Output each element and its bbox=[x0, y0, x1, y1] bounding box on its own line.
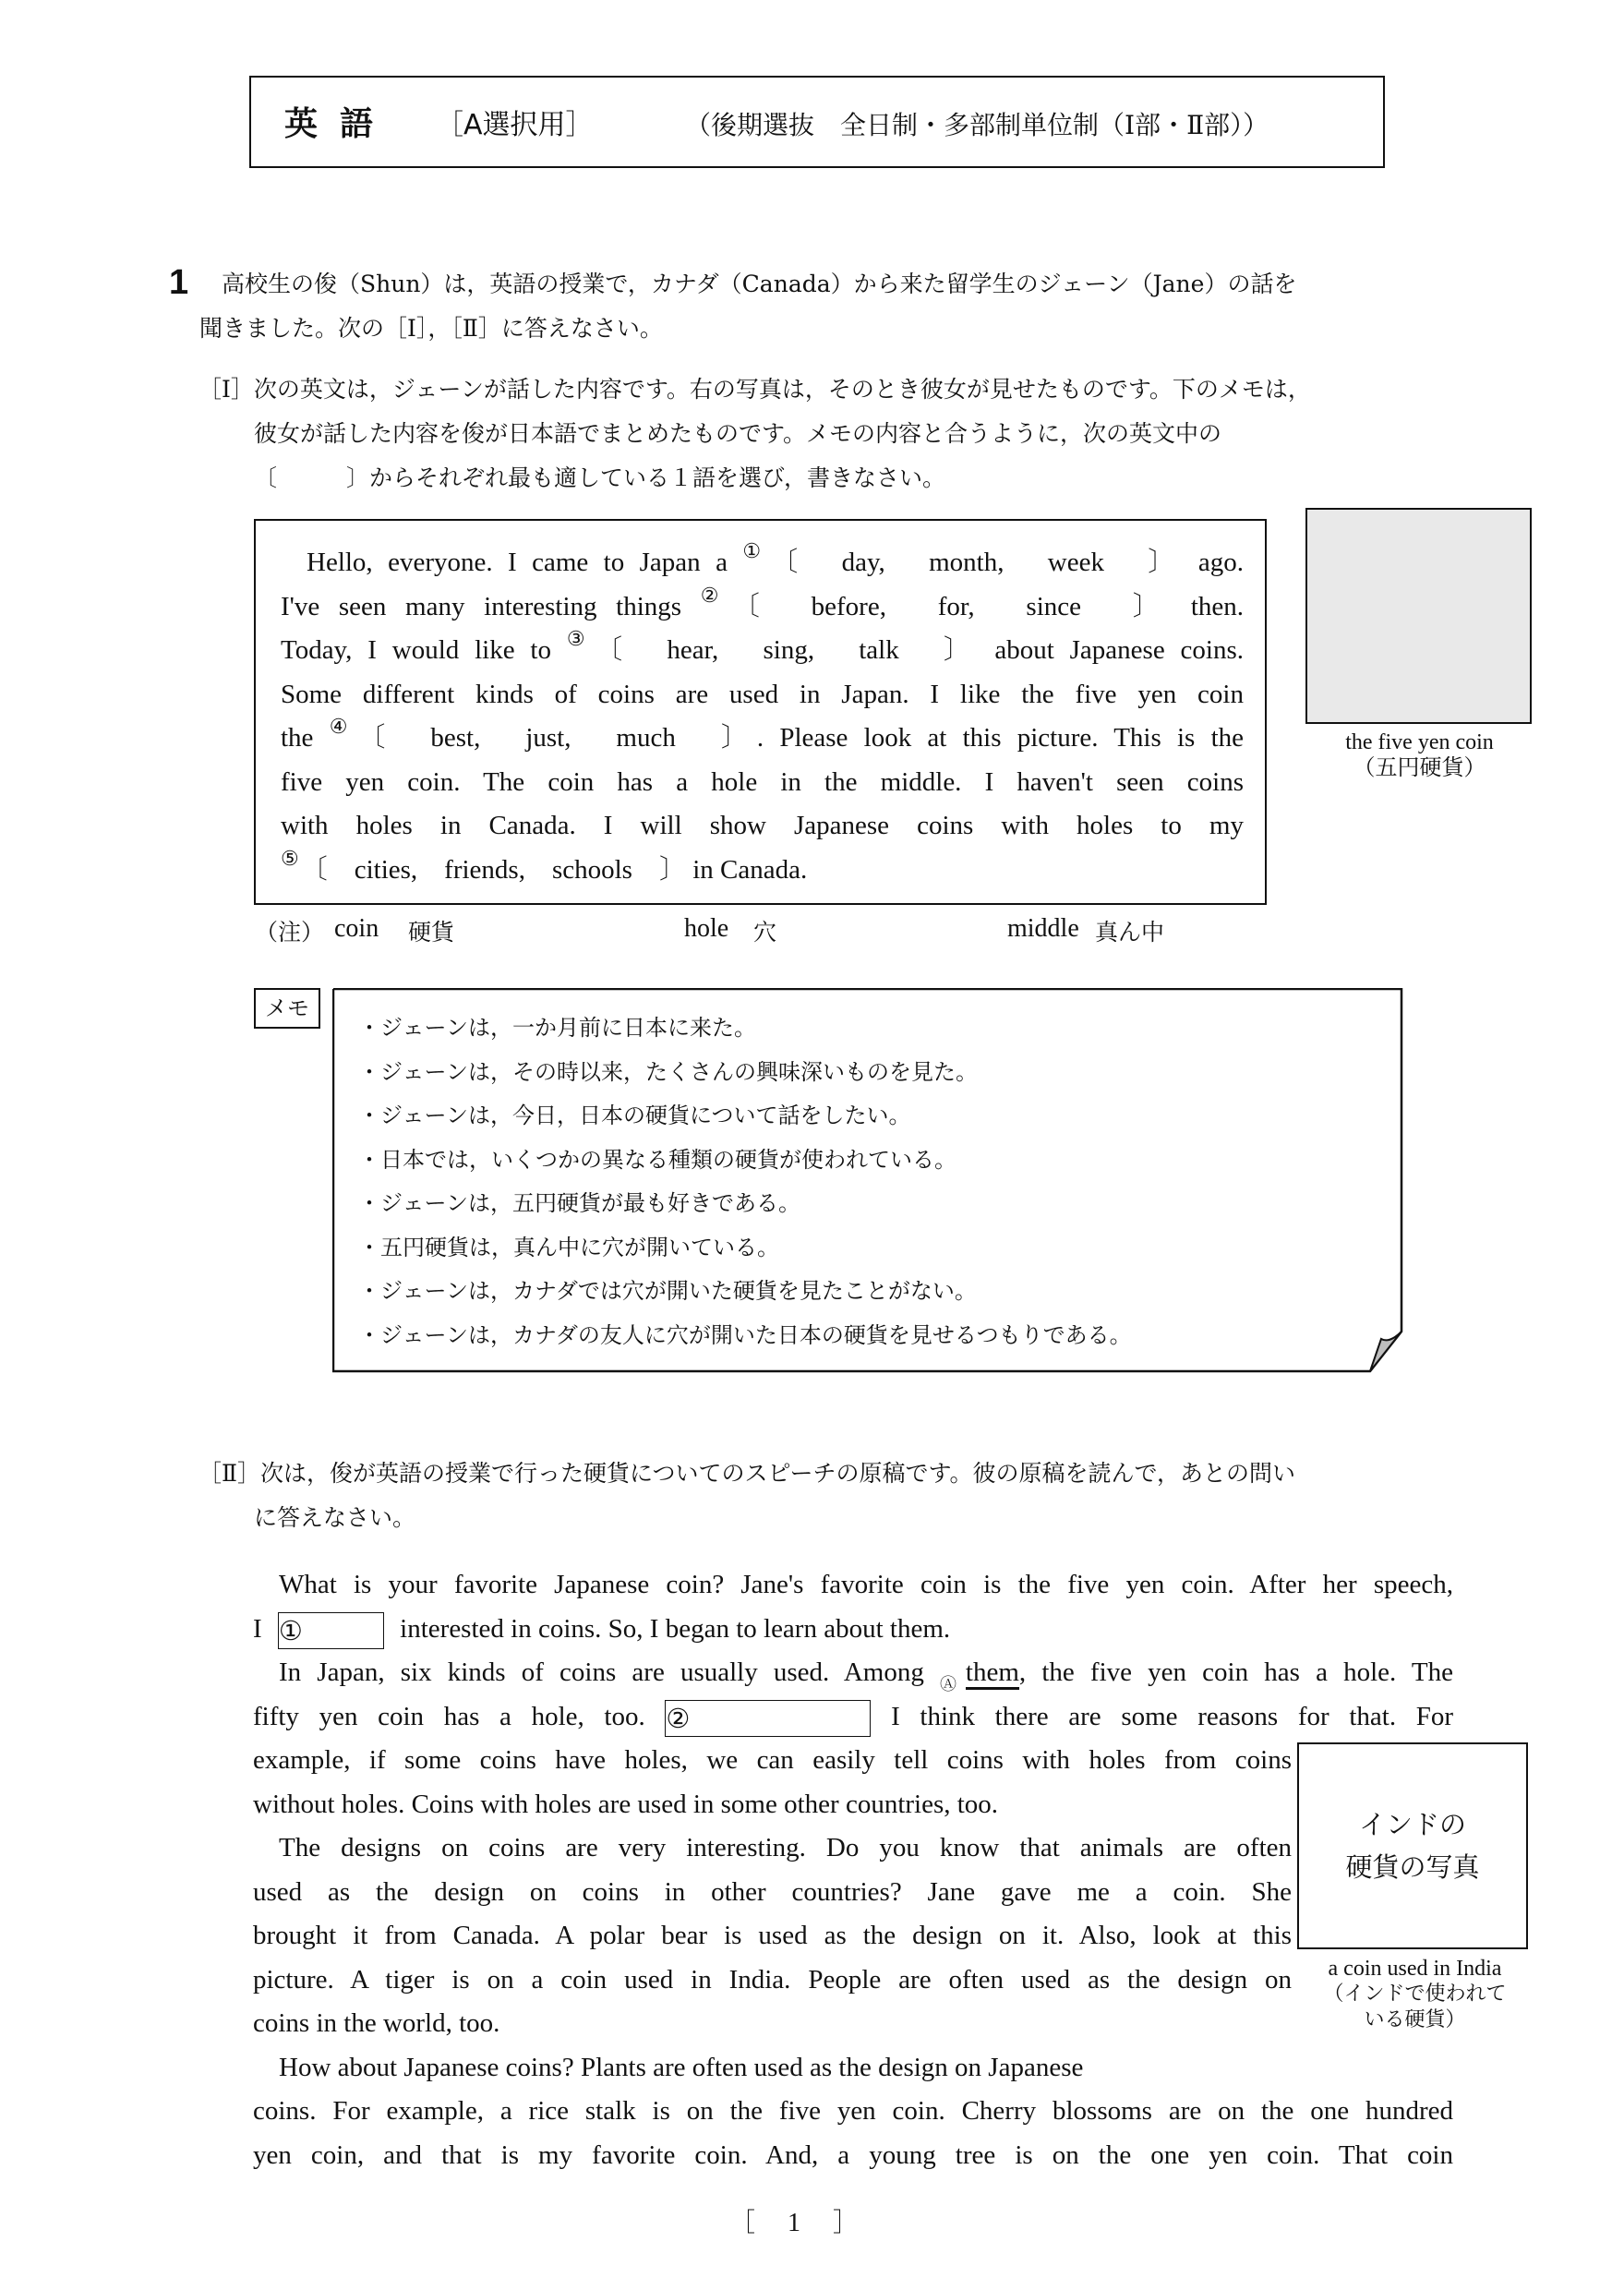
passage-lines bbox=[281, 541, 1244, 892]
marker-a: Ⓐ bbox=[940, 1675, 966, 1693]
memo-item: ・ジェーンは，一か月前に日本に来た。 bbox=[358, 1015, 757, 1041]
passage-line: Some different kinds of coins are used in Japan. I like the five yen coin bbox=[281, 679, 1244, 709]
photo-placeholder-line-2: 硬貨の写真 bbox=[1345, 1851, 1480, 1883]
note-term: hole bbox=[684, 914, 729, 943]
question-number: 1 bbox=[169, 263, 189, 302]
part2-label: ［Ⅱ］ bbox=[198, 1460, 260, 1487]
choice-set-4[interactable]: 〔 best, just, much 〕 bbox=[358, 723, 757, 753]
part2-instructions bbox=[198, 1452, 1491, 1540]
note-def: 硬貨 bbox=[408, 919, 455, 946]
page-number: ［ 1 ］ bbox=[729, 2209, 860, 2237]
intro-line-1: 高校生の俊（Shun）は，英語の授業で，カナダ（Canada）から来た留学生のジェーン（Jane）の話を bbox=[222, 271, 1297, 297]
glossary-notes bbox=[255, 914, 1270, 955]
speech-line: How about Japanese coins? Plants are often used as the design on Japanese bbox=[279, 2052, 1084, 2082]
passage-line: Hello, everyone. I came to Japan a ①〔 day, month, week 〕 ago. bbox=[307, 539, 1245, 577]
speech-passage bbox=[253, 1563, 1453, 2177]
blank-number-4: ④ bbox=[329, 715, 357, 738]
passage-line: I've seen many interesting things ②〔 before, for, since 〕 then. bbox=[281, 583, 1244, 621]
speech-line: without holes. Coins with holes are used in some other countries, too. bbox=[253, 1789, 999, 1819]
part1-instructions bbox=[198, 368, 1491, 500]
passage-line: ⑤〔 cities, friends, schools 〕 in Canada. bbox=[281, 846, 808, 885]
part1-label: ［Ⅰ］ bbox=[198, 376, 254, 403]
speech-line: yen coin, and that is my favorite coin. And, a young tree is on the one yen coin. That coin bbox=[253, 2139, 1453, 2170]
underlined-them[interactable]: them bbox=[966, 1657, 1019, 1690]
answer-blank-1[interactable]: ① bbox=[278, 1612, 384, 1649]
five-yen-caption: the five yen coin （五円硬貨） bbox=[1345, 730, 1494, 780]
speech-line: used as the design on coins in other countries? Jane gave me a coin. She bbox=[253, 1876, 1292, 1907]
note-def: 穴 bbox=[753, 919, 777, 946]
note-term: middle bbox=[1007, 914, 1079, 943]
intro-line-2: 聞きました。次の［Ⅰ］，［Ⅱ］に答えなさい。 bbox=[199, 315, 663, 342]
speech-line: coins. For example, a rice stalk is on the five yen coin. Cherry blossoms are on the one hundred bbox=[253, 2096, 1453, 2126]
photo-placeholder-line-1: インドの bbox=[1358, 1809, 1466, 1840]
speech-line: In Japan, six kinds of coins are usually used. Among $_Ⓐ$them, the five yen coin has a hole. The bbox=[279, 1657, 1453, 1693]
passage-box-jane bbox=[254, 519, 1267, 905]
notes-label: （注） bbox=[255, 919, 325, 946]
part1-instr-line-3: 〔 〕からそれぞれ最も適している１語を選び，書きなさい。 bbox=[254, 464, 946, 491]
speech-line: The designs on coins are very interesting. Do you know that animals are often bbox=[279, 1833, 1292, 1862]
memo-item: ・ジェーンは，カナダの友人に穴が開いた日本の硬貨を見せるつもりである。 bbox=[358, 1321, 1132, 1348]
memo-item: ・ジェーンは，その時以来，たくさんの興味深いものを見た。 bbox=[358, 1058, 979, 1085]
passage-line: with holes in Canada. I will show Japanese coins with holes to my bbox=[281, 811, 1244, 840]
india-coin-caption: a coin used in India （インドで使われて いる硬貨） bbox=[1323, 1957, 1507, 2031]
passage-line: five yen coin. The coin has a hole in the middle. I haven't seen coins bbox=[281, 766, 1244, 797]
question-intro bbox=[199, 262, 1477, 351]
memo-tag: メモ bbox=[254, 988, 320, 1029]
passage-line: Today, I would like to ③〔 hear, sing, talk 〕 about Japanese coins. bbox=[281, 627, 1244, 665]
india-coin-photo-placeholder bbox=[1297, 1742, 1528, 1949]
part1-instr-line-1: 次の英文は，ジェーンが話した内容です。右の写真は，そのとき彼女が見せたものです。下のメモは， bbox=[253, 376, 1311, 403]
choice-set-3[interactable]: 〔 hear, sing, talk 〕 bbox=[595, 635, 980, 665]
selection-label: ［A選択用］ bbox=[436, 109, 594, 141]
speech-line: picture. A tiger is on a coin used in India. People are often used as the design on bbox=[253, 1964, 1292, 1995]
choice-set-2[interactable]: 〔 before, for, since 〕 bbox=[732, 591, 1173, 621]
exam-subtitle: （後期選抜 全日制・多部制単位制（Ⅰ部・Ⅱ部）） bbox=[685, 110, 1269, 140]
speech-line: What is your favorite Japanese coin? Jane's favorite coin is the five yen coin. After her speech, bbox=[279, 1570, 1453, 1599]
five-yen-coin-photo bbox=[1305, 508, 1532, 724]
memo-item: ・日本では，いくつかの異なる種類の硬貨が使われている。 bbox=[358, 1146, 956, 1173]
choice-set-5[interactable]: 〔 cities, friends, schools 〕 bbox=[300, 854, 686, 885]
memo-item: ・ジェーンは，五円硬貨が最も好きである。 bbox=[358, 1190, 801, 1216]
blank-number-2: ② bbox=[700, 583, 731, 607]
blank-number-1: ① bbox=[742, 539, 770, 562]
memo-item: ・ジェーンは，カナダでは穴が開いた硬貨を見たことがない。 bbox=[358, 1278, 977, 1304]
blank-number-3: ③ bbox=[566, 627, 595, 650]
blank-number-5: ⑤ bbox=[281, 846, 299, 870]
speech-line: I ① interested in coins. So, I began to learn about them. bbox=[253, 1608, 1453, 1652]
part1-instr-line-2: 彼女が話した内容を俊が日本語でまとめたものです。メモの内容と合うように，次の英文中の bbox=[254, 420, 1222, 447]
answer-blank-2[interactable]: ② bbox=[665, 1700, 871, 1737]
memo-list bbox=[358, 1006, 1132, 1357]
speech-line: example, if some coins have holes, we can easily tell coins with holes from coins bbox=[253, 1745, 1292, 1775]
memo-item: ・五円硬貨は，真ん中に穴が開いている。 bbox=[358, 1234, 779, 1260]
speech-line: fifty yen coin has a hole, too. ② I think there are some reasons for that. For bbox=[253, 1695, 1453, 1740]
choice-set-1[interactable]: 〔 day, month, week 〕 bbox=[771, 548, 1184, 577]
note-term: coin bbox=[334, 914, 379, 943]
note-def: 真ん中 bbox=[1095, 919, 1165, 946]
passage-line: the ④〔 best, just, much 〕. Please look at this picture. This is the bbox=[281, 715, 1245, 753]
subject-title: 英語 bbox=[284, 105, 396, 143]
memo-item: ・ジェーンは，今日，日本の硬貨について話をしたい。 bbox=[358, 1103, 911, 1128]
part2-instr-line-2: に答えなさい。 bbox=[254, 1504, 416, 1531]
speech-line: brought it from Canada. A polar bear is used as the design on it. Also, look at this bbox=[253, 1921, 1292, 1950]
exam-title-box bbox=[249, 76, 1385, 168]
speech-line: coins in the world, too. bbox=[253, 2008, 500, 2038]
part2-instr-line-1: 次は，俊が英語の授業で行った硬貨についてのスピーチの原稿です。彼の原稿を読んで，あとの問い bbox=[260, 1460, 1296, 1487]
